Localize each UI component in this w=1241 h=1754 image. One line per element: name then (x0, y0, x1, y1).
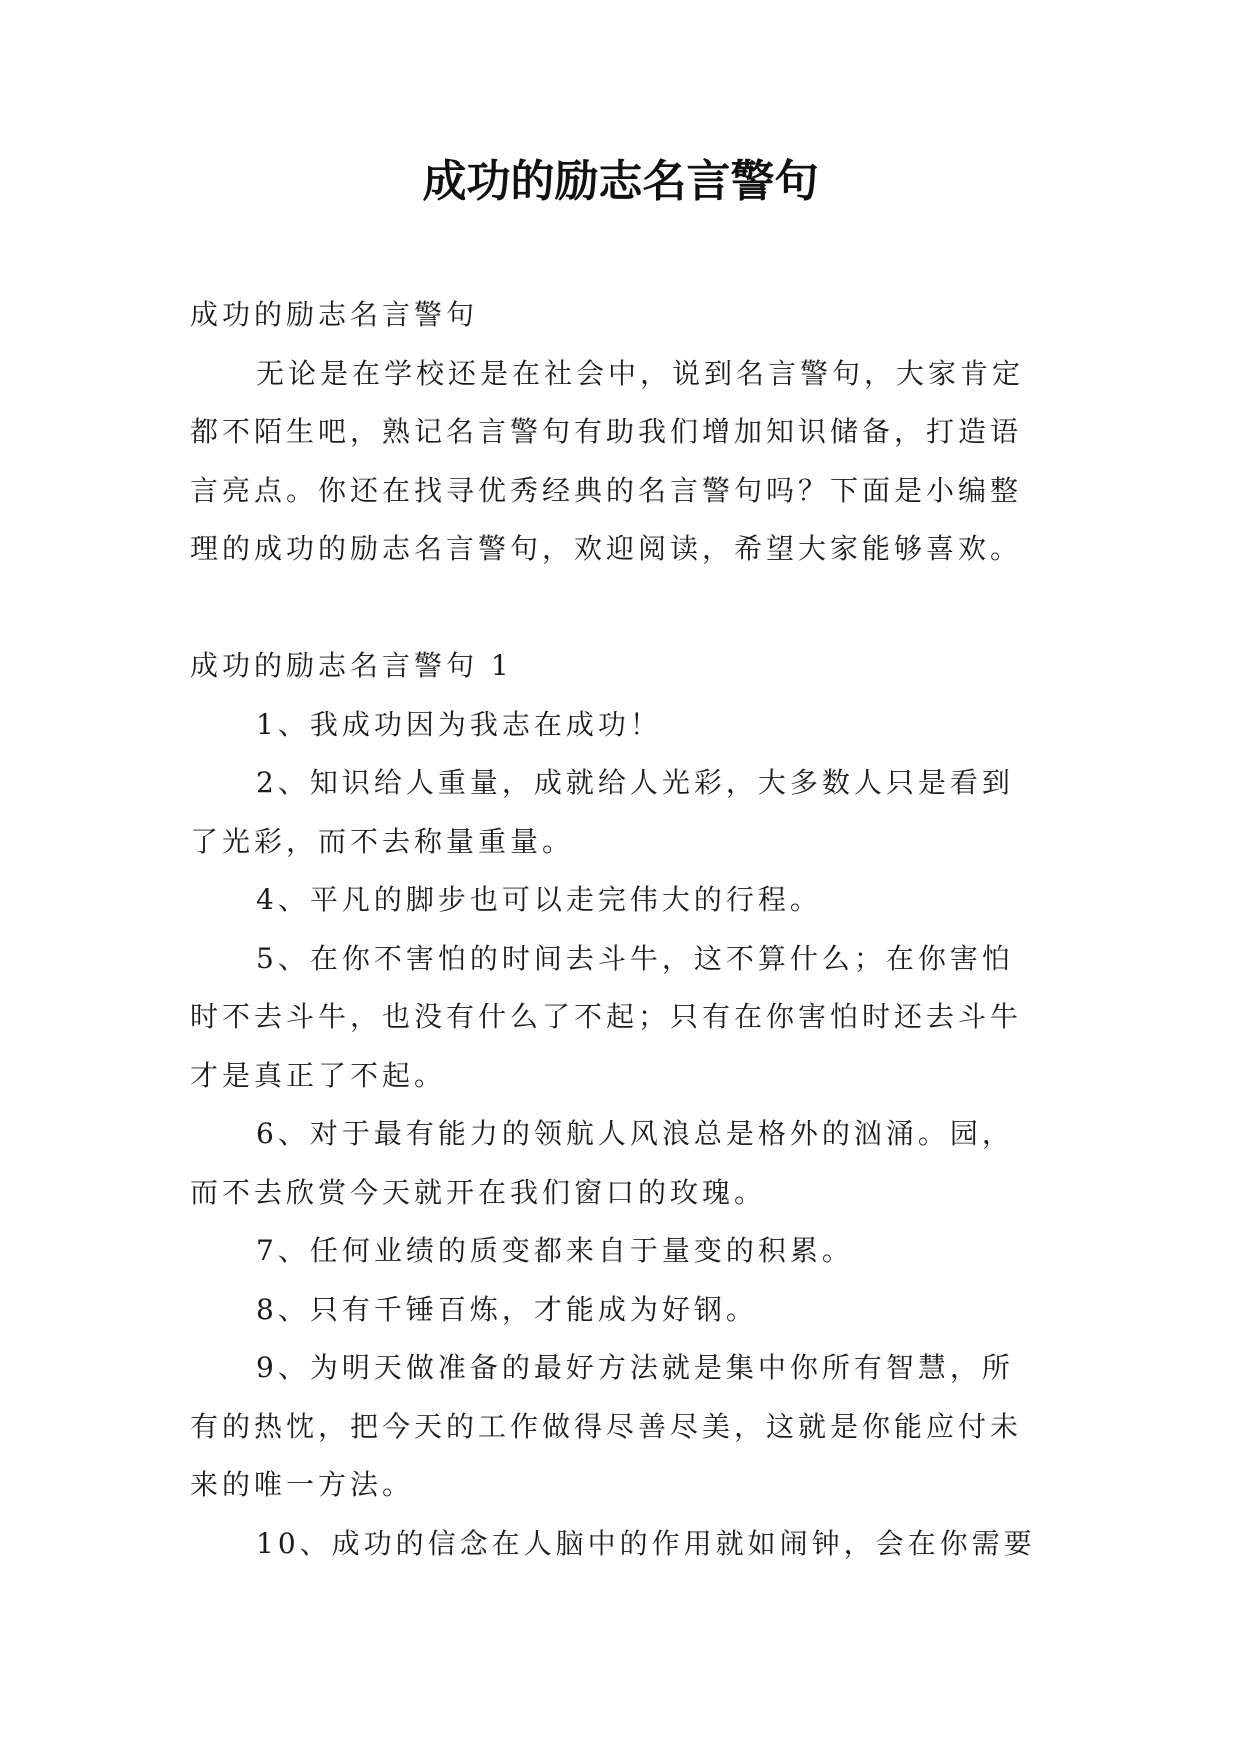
quote-line: 10、成功的信念在人脑中的作用就如闹钟，会在你需要 (256, 1526, 1036, 1560)
quote-line: 了光彩，而不去称量重量。 (190, 824, 575, 858)
document-title: 成功的励志名言警句 (422, 156, 819, 207)
quote-line: 8、只有千锤百炼，才能成为好钢。 (256, 1292, 758, 1326)
quote-line: 来的唯一方法。 (190, 1468, 415, 1501)
quote-line: 1、我成功因为我志在成功！ (256, 707, 662, 741)
section-heading: 成功的励志名言警句 (190, 298, 479, 331)
intro-line: 理的成功的励志名言警句，欢迎阅读，希望大家能够喜欢。 (190, 532, 1023, 565)
quote-line: 而不去欣赏今天就开在我们窗口的玫瑰。 (190, 1175, 767, 1209)
intro-line: 言亮点。你还在找寻优秀经典的名言警句吗？下面是小编整 (190, 473, 1023, 507)
quote-line: 5、在你不害怕的时间去斗牛，这不算什么；在你害怕 (256, 941, 1014, 975)
document-body (190, 286, 1050, 1573)
intro-line: 无论是在学校还是在社会中，说到名言警句，大家肯定 (256, 356, 1025, 390)
quote-line: 6、对于最有能力的领航人风浪总是格外的汹涌。园， (256, 1117, 1014, 1150)
section-heading: 成功的励志名言警句 1 (190, 649, 513, 682)
quote-line: 9、为明天做准备的最好方法就是集中你所有智慧，所 (256, 1351, 1014, 1384)
paragraph-gap (190, 579, 1050, 638)
quote-line: 4、平凡的脚步也可以走完伟大的行程。 (256, 883, 822, 916)
quote-line: 才是真正了不起。 (190, 1058, 447, 1092)
quote-line: 7、任何业绩的质变都来自于量变的积累。 (256, 1234, 854, 1267)
quote-line: 2、知识给人重量，成就给人光彩，大多数人只是看到 (256, 766, 1014, 799)
quote-line: 时不去斗牛，也没有什么了不起；只有在你害怕时还去斗牛 (190, 1000, 1023, 1033)
quote-line: 有的热忱，把今天的工作做得尽善尽美，这就是你能应付未 (190, 1409, 1023, 1443)
intro-line: 都不陌生吧，熟记名言警句有助我们增加知识储备，打造语 (190, 415, 1023, 448)
